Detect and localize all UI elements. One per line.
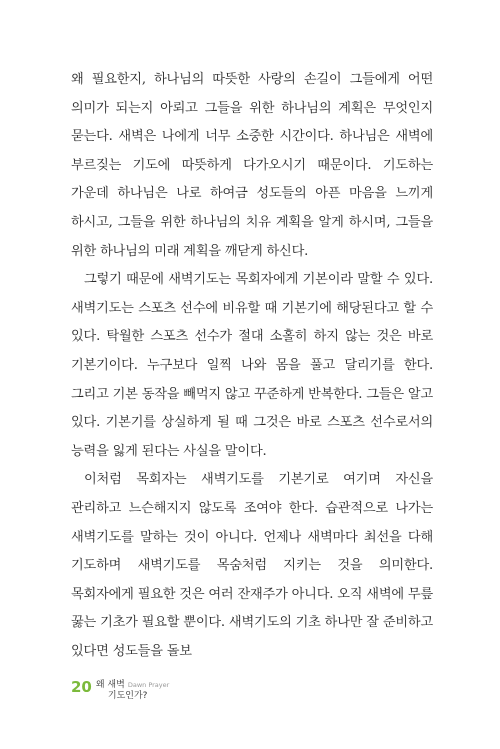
paragraph-1: 왜 필요한지, 하나님의 따뜻한 사랑의 손길이 그들에게 어떤 의미가 되는지 아뢰고 그들을 위한 하나님의 계획은 무엇인지 묻는다. 새벽은 나에게 너무 소중한 시간이다. 하나님은 새벽에 부르짖는 기도에 따뜻하게 다가오시기 때문이다. 기도하는 가운데 하나님은 나로 하여금 성도들의 아픈 마음을 느끼게 하시고, 그들을 위한 하나님의 치유 계획을 알게 하시며, 그들을 위한 하나님의 미래 계획을 깨닫게 하신다. [71, 72, 433, 259]
running-title-line2: 기도인가? [107, 691, 148, 701]
page-footer [71, 678, 169, 714]
paragraph-3: 이처럼 목회자는 새벽기도를 기본기로 여기며 자신을 관리하고 느슨해지지 않도록 조여야 한다. 습관적으로 나가는 새벽기도를 말하는 것이 아니다. 언제나 새벽마다 최선을 다해 기도하며 새벽기도를 목숨처럼 지키는 것을 의미한다. 목회자에게 필요한 것은 여러 잔재주가 아니다. 오직 새벽에 무릎 꿇는 기초가 필요할 뿐이다. 새벽기도의 기초 하나만 잘 준비하고 있다면 성도들을 돌보 [71, 472, 433, 659]
page-body [71, 66, 433, 666]
running-title [96, 678, 169, 702]
running-title-line1: 왜 새벽 [95, 680, 125, 690]
paragraph-2: 그렇기 때문에 새벽기도는 목회자에게 기본이라 말할 수 있다. 새벽기도는 스포츠 선수에 비유할 때 기본기에 해당된다고 할 수 있다. 탁월한 스포츠 선수가 절대 소홀히 하지 않는 것은 바로 기본기이다. 누구보다 일찍 나와 몸을 풀고 달리기를 한다. 그리고 기본 동작을 빼먹지 않고 꾸준하게 반복한다. 그들은 알고 있다. 기본기를 상실하게 될 때 그것은 바로 스포츠 선수로서의 능력을 잃게 된다는 사실을 말이다. [71, 272, 433, 459]
page-number: 20 [71, 678, 92, 696]
running-title-subtitle: Dawn Prayer [127, 681, 170, 689]
